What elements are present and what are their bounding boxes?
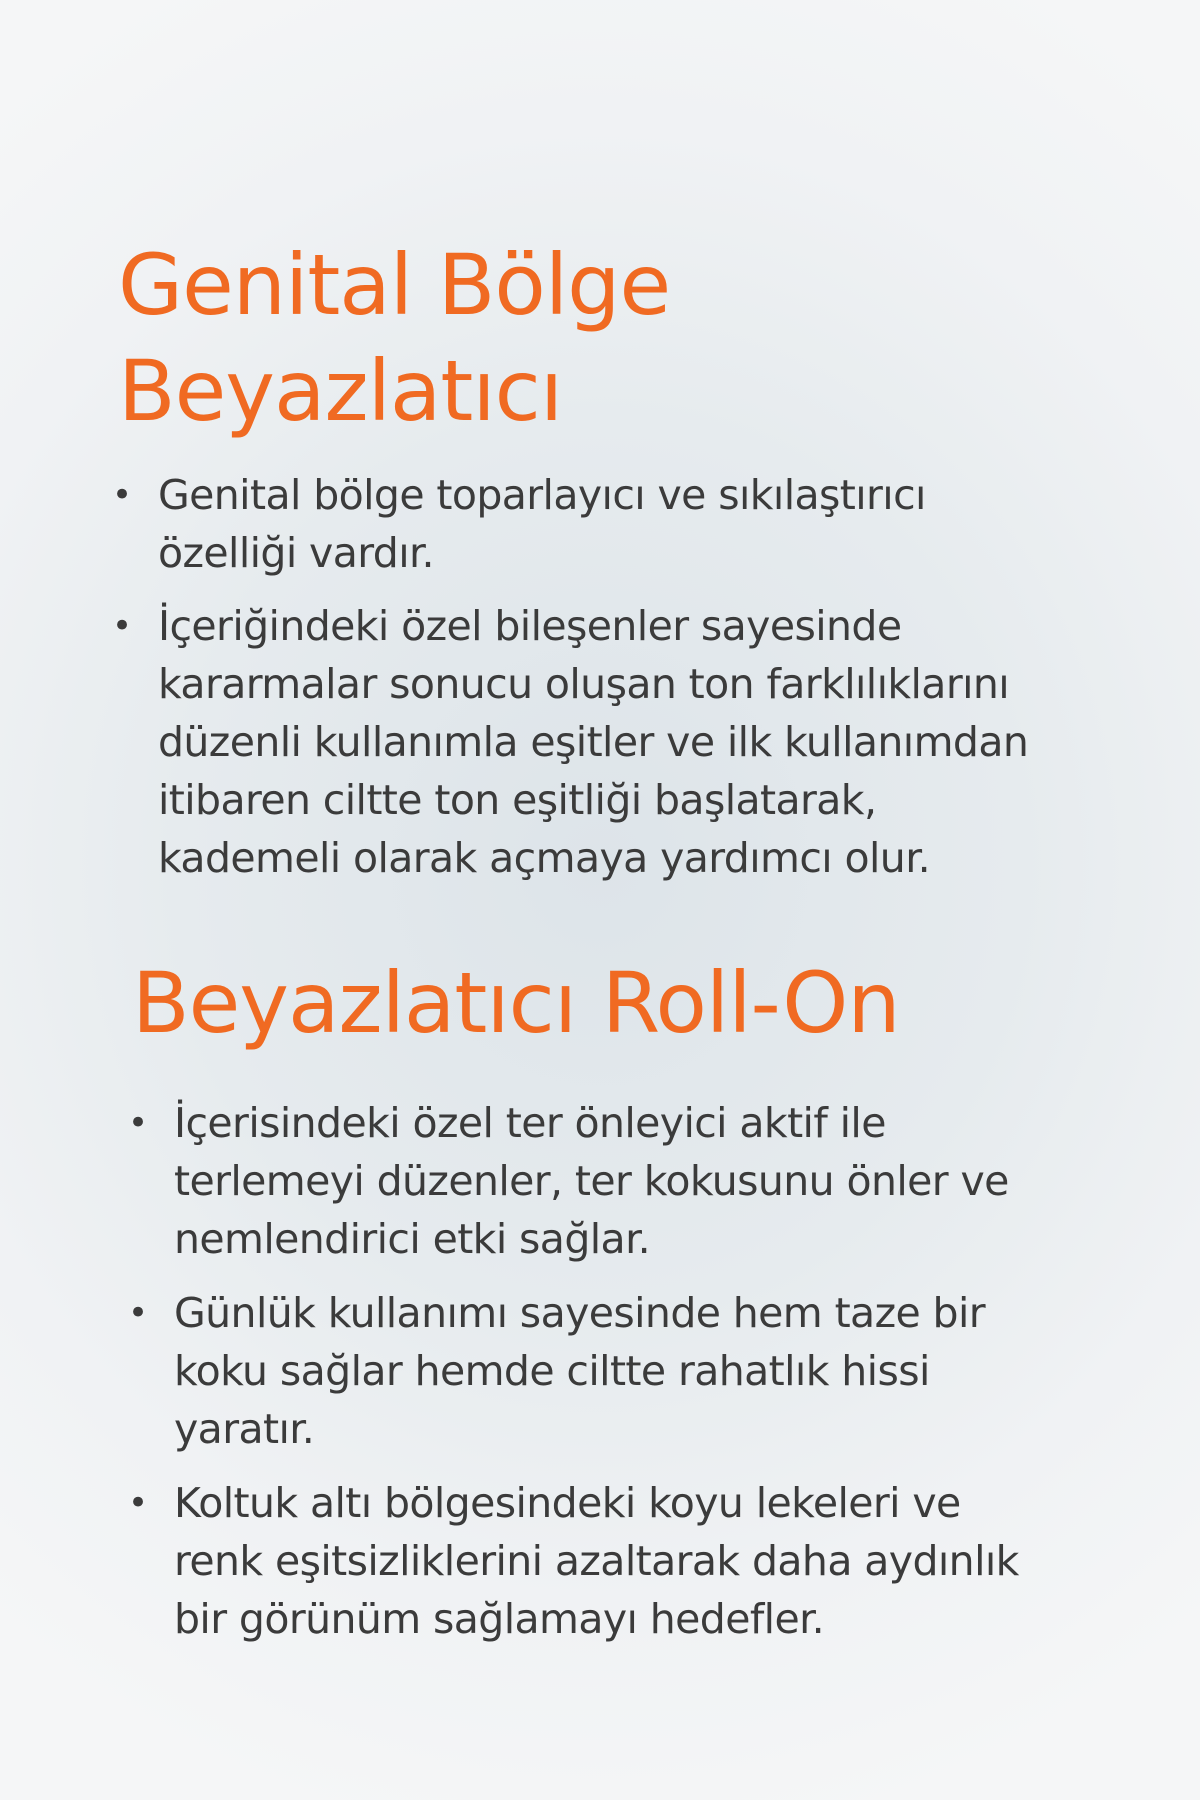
bullet-item [128,1094,1068,1268]
title-line: Beyazlatıcı Roll-On [132,954,900,1052]
section-whitening-roll-on [0,950,1200,1664]
bullet-icon: • [112,606,132,646]
title-line: Beyazlatıcı [118,342,563,440]
title-line: Genital Bölge [118,236,671,334]
bullet-icon: • [112,475,132,515]
bullet-line: düzenli kullanımla eşitler ve ilk kullanımdan [158,718,1029,766]
bullet-line: terlemeyi düzenler, ter kokusunu önler ve [174,1157,1009,1205]
bullet-list [128,1094,1068,1648]
bullet-item [112,597,1052,887]
bullet-line: İçeriğindeki özel bileşenler sayesinde [158,602,902,650]
bullet-line: nemlendirici etki sağlar. [174,1215,650,1263]
bullet-icon: • [128,1103,148,1143]
bullet-item [112,466,1052,582]
bullet-line: kademeli olarak açmaya yardımcı olur. [158,834,931,882]
bullet-line: koku sağlar hemde ciltte rahatlık hissi [174,1347,930,1395]
bullet-line: renk eşitsizliklerini azaltarak daha aydınlık [174,1537,1019,1585]
bullet-item [128,1474,1068,1648]
section-genital-whitener [0,232,1200,902]
bullet-line: İçerisindeki özel ter önleyici aktif ile [174,1099,886,1147]
bullet-line: bir görünüm sağlamayı hedefler. [174,1595,825,1643]
bullet-line: yaratır. [174,1405,315,1453]
bullet-line: özelliği vardır. [158,529,434,577]
section-title [118,232,1200,444]
bullet-item [128,1284,1068,1458]
bullet-line: Günlük kullanımı sayesinde hem taze bir [174,1289,986,1337]
bullet-line: kararmalar sonucu oluşan ton farklılıklarını [158,660,1010,708]
bullet-line: Genital bölge toparlayıcı ve sıkılaştırıcı [158,471,926,519]
section-title [132,950,1200,1056]
bullet-icon: • [128,1293,148,1333]
bullet-icon: • [128,1483,148,1523]
bullet-line: Koltuk altı bölgesindeki koyu lekeleri ve [174,1479,961,1527]
bullet-line: itibaren ciltte ton eşitliği başlatarak, [158,776,877,824]
bullet-list [112,466,1052,887]
